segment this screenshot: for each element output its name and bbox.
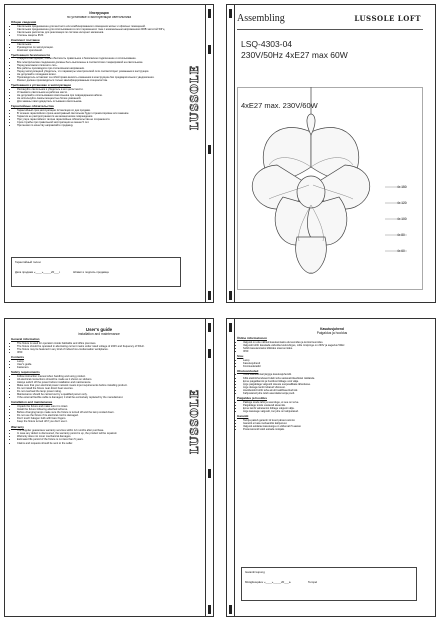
list-item: • Keep the fixture turned off if you don't use it. [17,420,187,423]
ru-guarantee-box [11,257,181,287]
ru-sale-row [15,270,177,274]
model-number: LSQ-4303-04 [241,39,293,49]
list-item: • Toote kasutamisel järgige kasutusjuhendit. [243,373,427,376]
en-general-heading: General information [11,337,40,342]
edge-tab-strip [227,319,235,616]
list-item: • User's guide. [17,363,187,366]
et-title: Kasutusjuhend [320,327,344,331]
list-item: • In case any defect is discovered, the warranty period is up, the product will be repaired. [17,432,187,435]
list-item: • Install the fixture following attached scheme. [17,408,187,411]
bulb-rating-label: 4xE27 max. 230V/60W [241,101,318,110]
list-item: • Unpack the fixture and make sure it is intact. [17,405,187,408]
list-item: • Valgusti on ette nähtud kasutamiseks eluruumides ja kontoriruumides. [243,341,427,344]
list-item: • Производитель оставляет за собой право вносить изменения в конструкцию без предварительного уведомления. [17,76,187,79]
en-install-list [11,405,187,424]
en-contents-heading: Contents [11,355,24,360]
en-manual-page [4,318,214,617]
et-warranty-list [237,419,427,431]
list-item: • Valgusti eeldatav kasutusiga on vähemalt 5 aastat. [243,425,427,428]
list-item: • Kahjustatud juhe tuleb asendada tootja poolt. [243,392,427,395]
et-subtitle: Paigaldus ja hooldus [316,331,348,335]
list-item: • IP20 [243,350,427,353]
ru-install-heading: Требования к установке и эксплуатации [11,83,71,88]
list-item: • Claims and requests should be sent to the seller. [17,442,187,445]
list-item: • Перед эксплуатацией убедитесь, что параметры электрической сети соответствуют указанным в инструкции. [17,70,187,73]
list-item: • Гарантийный срок эксплуатации 12 месяцев со дня продажи. [17,109,187,112]
list-item: • В течение гарантийного срока неисправный светильник будет отремонтирован или заменён. [17,112,187,115]
edge-tab-strip [205,319,213,616]
brand-logo: LUSSOLE LOFT [354,14,421,23]
list-item: • Ärge kasutage valgustit, kui juhe on kahjustatud. [243,410,427,413]
brand-logo-vertical: LUSSOLE [188,65,201,131]
list-item: • Make sure that your electrical power network meets input requirements before installing product. [17,384,187,387]
et-install-list [237,401,427,413]
list-item: • Follow instruction manual when handling and using product. [17,375,187,378]
ru-title: Инструкция [89,11,109,15]
en-warranty-heading: Warranty [11,424,24,429]
list-item: • Комплект креплений. [17,49,187,52]
et-manual-page [226,318,436,617]
flower-shade [252,114,370,273]
list-item: • The fixture is used for operation inside habitable and office premises. [17,342,187,345]
list-item: • Kinnitusdetailid [243,365,427,368]
list-item: • Для замены ламп дождитесь остывания светильника. [17,100,187,103]
list-item: • Светильник предназначен для местного или комбинированного освещения жилых и офисных помещений. [17,25,187,28]
et-sale-row [245,580,413,584]
et-seller-stamp: Tempel [307,580,318,584]
en-manual-text [11,327,187,445]
list-item: • Paigaldage toode vastavalt skeemile. [243,404,427,407]
list-item: • Kasutusjuhend [243,362,427,365]
ru-seller-stamp: Штамп и подпись продавца [73,270,109,274]
ru-general-heading: Общие сведения [11,20,37,24]
list-item: • Светильник рассчитан для реализации по системе интернет магазинов. [17,31,187,34]
ru-subtitle: по установке и эксплуатации светильника [66,15,132,19]
en-general-list [11,342,187,354]
list-item: • Do not use the fixture if its electrical cord is damaged. [17,414,187,417]
ru-package-list [11,43,187,52]
et-contents-list [237,359,427,368]
list-item: • Срок службы при правильной эксплуатации не менее 5 лет. [17,121,187,124]
ru-sale-date: Дата продажи «____»_____20___г. [15,270,61,274]
list-item: • Valgustit tohib kasutada vahelduvvooluvõrgus, mille nimipinge on 230V ja sagedus 50Hz. [243,344,427,347]
list-item: • Ремонт должен производиться только квалифицированным специалистом. [17,79,187,82]
list-item: • Maintenance should be carried out by a qualified person only. [17,393,187,396]
et-guarantee-label: Garantii kupong [245,570,265,574]
list-item: • Претензии по качеству направляйте продавцу. [17,124,187,127]
list-item: • Enne lambi vahetamist lülitage valgusti välja. [243,407,427,410]
list-item: • При утере гарантийного талона гарантийные обязательства не сохраняются. [17,118,187,121]
list-item: • Do not overload the lamp power rating. [17,390,187,393]
list-item: • Не допускайте использования светильника при повреждённом кабеле. [17,94,187,97]
list-item: • Fasteners. [17,366,187,369]
list-item: • Степень защиты IP20. [17,34,187,37]
ru-guarantee-label: Гарантийный талон: [15,260,42,264]
en-safety-heading: Safety requirements [11,370,40,375]
en-warranty-list [11,429,187,444]
list-item: • Hooldustöid tohib teha ainult kvalifitseeritud isik. [243,389,427,392]
list-item: • All electrical connections should be made as it shown on stickers. [17,378,187,381]
list-item: • Pakkige toode lahti ja veenduge, et see on terve. [243,401,427,404]
list-item: • Sobib kasutamiseks kõikides siseruumides. [243,347,427,350]
ru-safety-heading: Требования безопасности [11,52,51,57]
list-item: • Don't touch halogen bulb with bare fingers. [17,417,187,420]
list-item: • Гарантия не распространяется на механические повреждения. [17,115,187,118]
et-guarantee-box [241,567,417,601]
dimension-label: 4x 100 [397,217,407,221]
list-item: • Не используйте лампы мощностью более указанной. [17,97,187,100]
et-general-heading: Üldine informatsioon [237,336,267,340]
list-item: • The supplier guarantees warranty services within 12 months after purchase. [17,429,187,432]
et-safety-list [237,373,427,395]
list-item: • Garantii ei kata mehaanilisi kahjustusi. [243,422,427,425]
dimension-label: 4x 80 [397,233,405,237]
list-item: • Перед монтажом отключите сеть. [17,64,187,67]
list-item: • Светильник предназначен для использования в сети переменного тока с номинальным напряжением 230В частотой 50Гц. [17,28,187,31]
et-warranty-heading: Garantii [237,414,249,419]
list-item: • Do not install the fixture near direct heat sources. [17,387,187,390]
assembly-title: Assembling [237,13,285,24]
dimension-label: 4x 150 [397,185,407,189]
list-item: • Lamp. [17,360,187,363]
list-item: • Lamp [243,359,427,362]
en-subtitle: installation and maintenance [78,332,120,337]
electrical-spec: 230V/50Hz 4xE27 max 60W [241,50,348,60]
lamp-diagram [237,87,423,292]
ru-warranty-list [11,109,187,128]
et-install-heading: Paigaldus ja hooldus [237,396,268,401]
edge-tab-strip [227,5,235,302]
list-item: • Ärge paigaldage valgustit otseste soojusallikate lähedusse. [243,383,427,386]
list-item: • Распакуйте светильник и убедитесь в его целостности. [17,88,187,91]
et-sale-date: Müügikuupäev «____»_____20___a. [245,580,292,584]
ru-general-list [11,25,187,37]
list-item: • Enne paigaldamist ja hooldust lülitage vool välja. [243,380,427,383]
et-manual-text [237,327,427,431]
ru-package-heading: Комплект поставки [11,37,40,42]
en-title: User's guide [85,327,113,332]
list-item: • Estimated life period of the fixture is not less than 5 years. [17,438,187,441]
brand-logo-vertical: LUSSOLE [188,389,201,455]
list-item: • Руководство по эксплуатации. [17,46,187,49]
ru-safety-list [11,57,187,82]
list-item: • Tarnija pakub garantii 12 kuud pärast ostmist. [243,419,427,422]
en-install-heading: Installation and maintenance [11,400,53,405]
title-rule [237,29,423,30]
list-item: • Установите светильник на рабочее место. [17,91,187,94]
list-item: • Before changing lamps make sure the fixture is turned off and the lamp cooled down. [17,411,187,414]
ru-warranty-heading: Гарантийные обязательства [11,104,54,109]
list-item: • Kõik elektriühendused tuleb teha vastavalt kleebistel näidatule. [243,377,427,380]
list-item: • IP20 [17,351,187,354]
list-item: • Следуйте инструкции, чтобы обеспечить правильное и безопасное подключение и использование. [17,57,187,60]
en-safety-list [11,375,187,400]
en-contents-list [11,360,187,369]
list-item: • Ärge ületage lambi lubatud võimsust. [243,386,427,389]
edge-tab-strip [205,5,213,302]
list-item: • The fixture should be operated in alternating current mains under rated voltage of 230V and frequency of 50Hz. [17,345,187,348]
list-item: • Pretensioonid tuleb esitada müüjale. [243,428,427,431]
ru-manual-page [4,4,214,303]
list-item: • Warranty does not cover mechanical damages. [17,435,187,438]
et-general-list [237,341,427,353]
dimension-label: 4x 120 [397,201,407,205]
assembly-page [226,4,436,303]
list-item: • Все электрические соединения должны быть выполнены в соответствии с маркировкой на светильнике. [17,61,187,64]
et-safety-heading: Ohutusnõuded [237,368,259,373]
list-item: • Не допускайте попадания влаги. [17,73,187,76]
list-item: • Always switch off the power before installation and maintenance. [17,381,187,384]
et-contents-heading: Sisu [237,353,244,358]
dimension-label: 4x 60 [397,249,405,253]
list-item: • Все работы производите при отключённом напряжении. [17,67,187,70]
list-item: • If the external flexible cable is damaged, it shall be exclusively replaced by the manufacturer. [17,396,187,399]
ru-manual-text [11,11,187,127]
list-item: • Светильник. [17,43,187,46]
ru-install-list [11,88,187,103]
list-item: • The fixture may be featured in any kind of indoor/non-condensation workplaces. [17,348,187,351]
